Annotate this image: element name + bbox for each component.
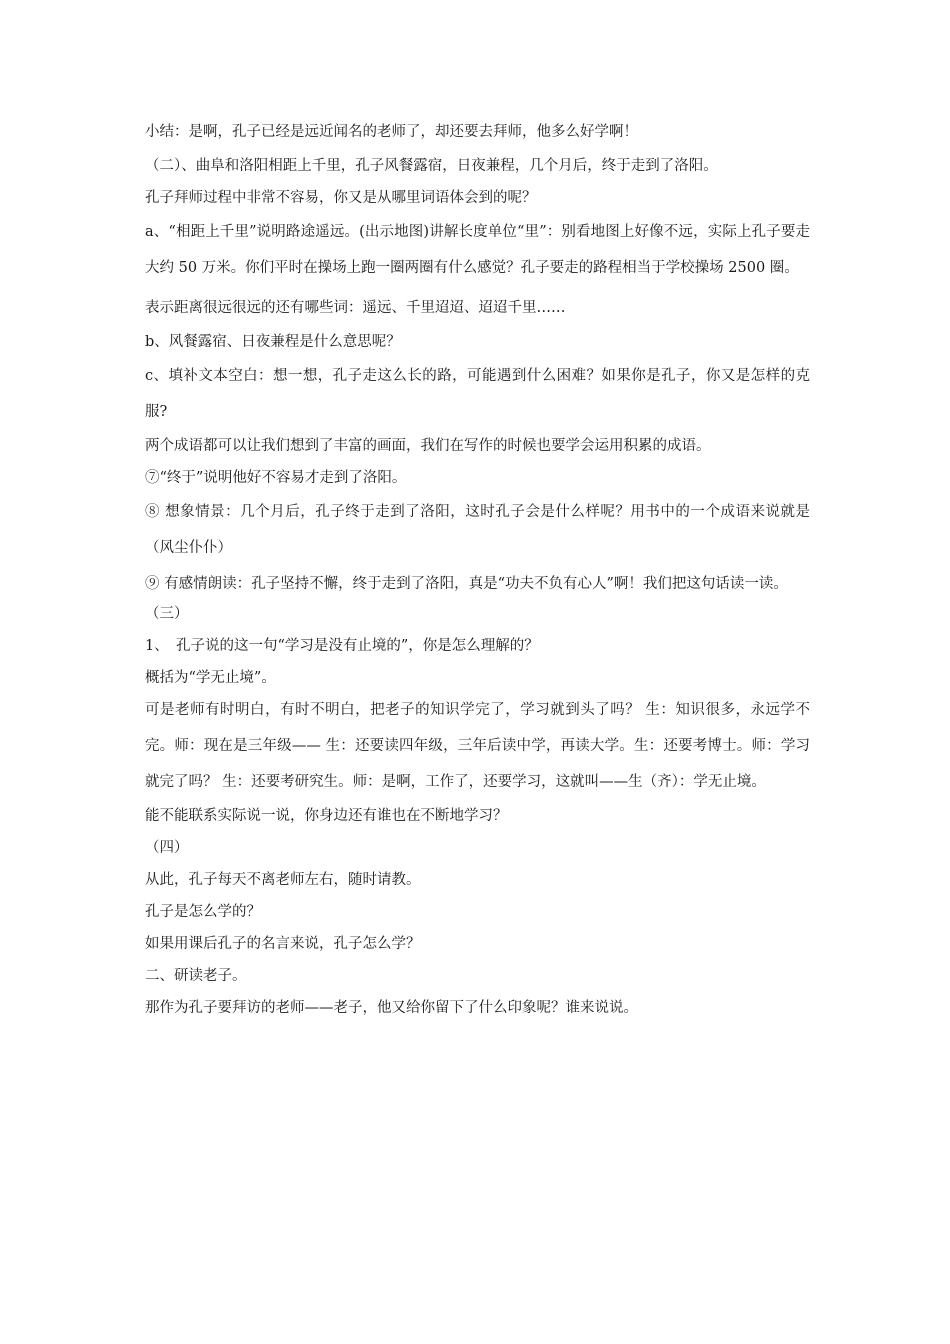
paragraph-from-then: 从此，孔子每天不离老师左右，随时请教。: [145, 872, 421, 888]
paragraph-section-2-intro: （二）、曲阜和洛阳相距上千里，孔子风餐露宿，日夜兼程，几个月后，终于走到了洛阳。: [145, 158, 718, 174]
paragraph-item-b: b、风餐露宿、日夜兼程是什么意思呢？: [145, 334, 401, 350]
paragraph-distance-words: 表示距离很远很远的还有哪些词：遥远、千里迢迢、迢迢千里……: [145, 300, 566, 316]
paragraph-summary-phrase: 概括为“学无止境”。: [145, 670, 276, 686]
paragraph-question: 孔子拜师过程中非常不容易，你又是从哪里词语体会到的呢？: [145, 190, 537, 206]
paragraph-item-a: a、“相距上千里”说明路途遥远。(出示地图)讲解长度单位“里”：别看地图上好像不远，实际上孔子要走大约 50 万米。你们平时在操场上跑一圈两圈有什么感觉？孔子要走的路程相当于学校操场 2500 圈。: [145, 224, 810, 276]
paragraph-laozi-question: 那作为孔子要拜访的老师——老子，他又给你留下了什么印象呢？谁来说说。: [145, 1000, 638, 1016]
paragraph-quote-question: 如果用课后孔子的名言来说，孔子怎么学？: [145, 936, 421, 952]
paragraph-item-c: c、填补文本空白：想一想，孔子走这么长的路，可能遇到什么困难？如果你是孔子，你又是怎样的克服?: [145, 368, 810, 420]
section-heading-3: （三）: [145, 606, 189, 622]
paragraph-item-8: ⑧ 想象情景：几个月后，孔子终于走到了洛阳，这时孔子会是什么样呢？用书中的一个成语来说就是（风尘仆仆）: [145, 504, 810, 556]
paragraph-how-learn: 孔子是怎么学的？: [145, 904, 261, 920]
paragraph-dialogue: 可是老师有时明白，有时不明白，把老子的知识学完了，学习就到头了吗？ 生：知识很多，永远学不完。师：现在是三年级—— 生：还要读四年级，三年后读中学，再读大学。生：还要考博士。师：学习就完了吗？ 生：还要考研究生。师：是啊，工作了，还要学习，这就叫——生（齐）：学无止境。: [145, 702, 810, 790]
paragraph-item-9: ⑨ 有感情朗读：孔子坚持不懈，终于走到了洛阳，真是“功夫不负有心人”啊！我们把这句话读一读。: [145, 576, 788, 592]
paragraph-item-1: 1、 孔子说的这一句“学习是没有止境的”，你是怎么理解的？: [145, 638, 539, 654]
paragraph-connect: 能不能联系实际说一说，你身边还有谁也在不断地学习？: [145, 808, 508, 824]
section-heading-laozi: 二、研读老子。: [145, 968, 247, 984]
paragraph-item-7: ⑦“终于”说明他好不容易才走到了洛阳。: [145, 470, 407, 486]
section-heading-4: （四）: [145, 840, 189, 856]
paragraph-idioms: 两个成语都可以让我们想到了丰富的画面，我们在写作的时候也要学会运用积累的成语。: [145, 438, 711, 454]
document-body: [145, 120, 810, 1020]
paragraph-summary: 小结：是啊，孔子已经是远近闻名的老师了，却还要去拜师，他多么好学啊！: [145, 124, 638, 140]
